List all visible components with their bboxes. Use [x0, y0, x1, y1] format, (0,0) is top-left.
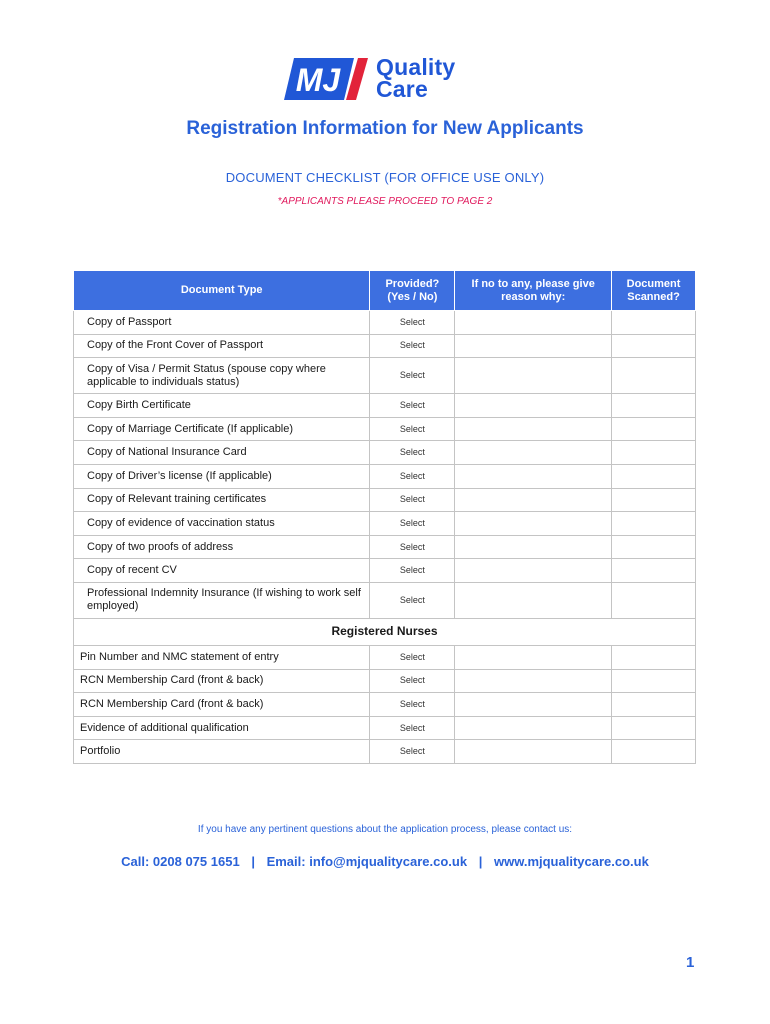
table-row	[74, 311, 696, 335]
provided-select[interactable]: Select	[370, 394, 455, 418]
provided-select[interactable]: Select	[370, 559, 455, 583]
document-name: Copy of two proofs of address	[74, 535, 370, 559]
provided-select[interactable]: Select	[370, 417, 455, 441]
table-row	[74, 394, 696, 418]
document-rows	[74, 311, 696, 619]
scanned-field[interactable]	[612, 669, 696, 693]
contact-website[interactable]: www.mjqualitycare.co.uk	[493, 854, 649, 869]
scanned-field[interactable]	[612, 464, 696, 488]
scanned-field[interactable]	[612, 512, 696, 536]
table-row	[74, 535, 696, 559]
scanned-field[interactable]	[612, 358, 696, 394]
scanned-field[interactable]	[612, 716, 696, 740]
reason-field[interactable]	[455, 464, 612, 488]
logo-mark-text: MJ	[295, 62, 341, 98]
reason-field[interactable]	[455, 693, 612, 717]
document-name: Copy of Relevant training certificates	[74, 488, 370, 512]
reason-field[interactable]	[455, 488, 612, 512]
table-row	[74, 488, 696, 512]
page-subtitle: DOCUMENT CHECKLIST (FOR OFFICE USE ONLY)	[225, 170, 545, 185]
scanned-field[interactable]	[612, 334, 696, 358]
reason-field[interactable]	[455, 740, 612, 764]
header-scanned: Document Scanned?	[612, 271, 696, 311]
applicant-note: *APPLICANTS PLEASE PROCEED TO PAGE 2	[277, 196, 493, 207]
logo-word-quality: Quality	[376, 54, 456, 80]
reason-field[interactable]	[455, 417, 612, 441]
mj-logo-mark	[284, 58, 376, 100]
reason-field[interactable]	[455, 441, 612, 465]
document-name: Copy of evidence of vaccination status	[74, 512, 370, 536]
table-row	[74, 441, 696, 465]
nurse-rows	[74, 645, 696, 763]
reason-field[interactable]	[455, 334, 612, 358]
page-number: 1	[686, 954, 695, 971]
provided-select[interactable]: Select	[370, 358, 455, 394]
table-row	[74, 693, 696, 717]
document-name: RCN Membership Card (front & back)	[74, 693, 370, 717]
page-title: Registration Information for New Applicants	[186, 118, 584, 139]
provided-select[interactable]: Select	[370, 740, 455, 764]
scanned-field[interactable]	[612, 394, 696, 418]
table-row	[74, 669, 696, 693]
scanned-field[interactable]	[612, 559, 696, 583]
document-name: Portfolio	[74, 740, 370, 764]
reason-field[interactable]	[455, 512, 612, 536]
reason-field[interactable]	[455, 645, 612, 669]
provided-select[interactable]: Select	[370, 441, 455, 465]
reason-field[interactable]	[455, 582, 612, 618]
company-logo	[284, 56, 494, 104]
contact-question: If you have any pertinent questions about the application process, please contact us:	[197, 824, 573, 835]
document-name: Copy Birth Certificate	[74, 394, 370, 418]
document-name: Copy of National Insurance Card	[74, 441, 370, 465]
provided-select[interactable]: Select	[370, 512, 455, 536]
table-row	[74, 512, 696, 536]
document-name: Copy of Passport	[74, 311, 370, 335]
table-row	[74, 582, 696, 618]
header-document-type: Document Type	[74, 271, 370, 311]
table-header-row	[74, 271, 696, 311]
reason-field[interactable]	[455, 669, 612, 693]
logo-word-care: Care	[376, 76, 428, 102]
scanned-field[interactable]	[612, 693, 696, 717]
provided-select[interactable]: Select	[370, 693, 455, 717]
provided-select[interactable]: Select	[370, 645, 455, 669]
scanned-field[interactable]	[612, 582, 696, 618]
table-row	[74, 464, 696, 488]
table-row	[74, 417, 696, 441]
table-row	[74, 559, 696, 583]
table-row	[74, 645, 696, 669]
contact-line	[0, 854, 770, 869]
section-registered-nurses: Registered Nurses	[74, 618, 696, 645]
contact-separator: |	[251, 854, 255, 869]
scanned-field[interactable]	[612, 488, 696, 512]
document-name: Professional Indemnity Insurance (If wishing to work self employed)	[74, 582, 370, 618]
scanned-field[interactable]	[612, 311, 696, 335]
reason-field[interactable]	[455, 716, 612, 740]
scanned-field[interactable]	[612, 535, 696, 559]
scanned-field[interactable]	[612, 645, 696, 669]
scanned-field[interactable]	[612, 740, 696, 764]
contact-phone[interactable]: Call: 0208 075 1651	[121, 854, 240, 869]
contact-email[interactable]: Email: info@mjqualitycare.co.uk	[266, 854, 468, 869]
scanned-field[interactable]	[612, 417, 696, 441]
document-name: Copy of recent CV	[74, 559, 370, 583]
scanned-field[interactable]	[612, 441, 696, 465]
document-name: Copy of Driver’s license (If applicable)	[74, 464, 370, 488]
document-name: Copy of Marriage Certificate (If applicable)	[74, 417, 370, 441]
document-name: Evidence of additional qualification	[74, 716, 370, 740]
reason-field[interactable]	[455, 394, 612, 418]
table-row	[74, 358, 696, 394]
provided-select[interactable]: Select	[370, 464, 455, 488]
provided-select[interactable]: Select	[370, 488, 455, 512]
table-row	[74, 334, 696, 358]
reason-field[interactable]	[455, 311, 612, 335]
contact-separator: |	[478, 854, 483, 869]
document-checklist-table	[73, 270, 696, 764]
document-name: Copy of Visa / Permit Status (spouse copy where applicable to individuals status)	[74, 358, 370, 394]
provided-select[interactable]: Select	[370, 582, 455, 618]
provided-select[interactable]: Select	[370, 535, 455, 559]
document-name: Copy of the Front Cover of Passport	[74, 334, 370, 358]
document-name: Pin Number and NMC statement of entry	[74, 645, 370, 669]
table-row	[74, 716, 696, 740]
provided-select[interactable]: Select	[370, 716, 455, 740]
provided-select[interactable]: Select	[370, 669, 455, 693]
section-row	[74, 618, 696, 645]
document-name: RCN Membership Card (front & back)	[74, 669, 370, 693]
header-provided: Provided? (Yes / No)	[370, 271, 455, 311]
logo-wordmark	[376, 56, 455, 100]
reason-field[interactable]	[455, 559, 612, 583]
provided-select[interactable]: Select	[370, 334, 455, 358]
reason-field[interactable]	[455, 358, 612, 394]
reason-field[interactable]	[455, 535, 612, 559]
table-row	[74, 740, 696, 764]
header-reason: If no to any, please give reason why:	[455, 271, 612, 311]
provided-select[interactable]: Select	[370, 311, 455, 335]
